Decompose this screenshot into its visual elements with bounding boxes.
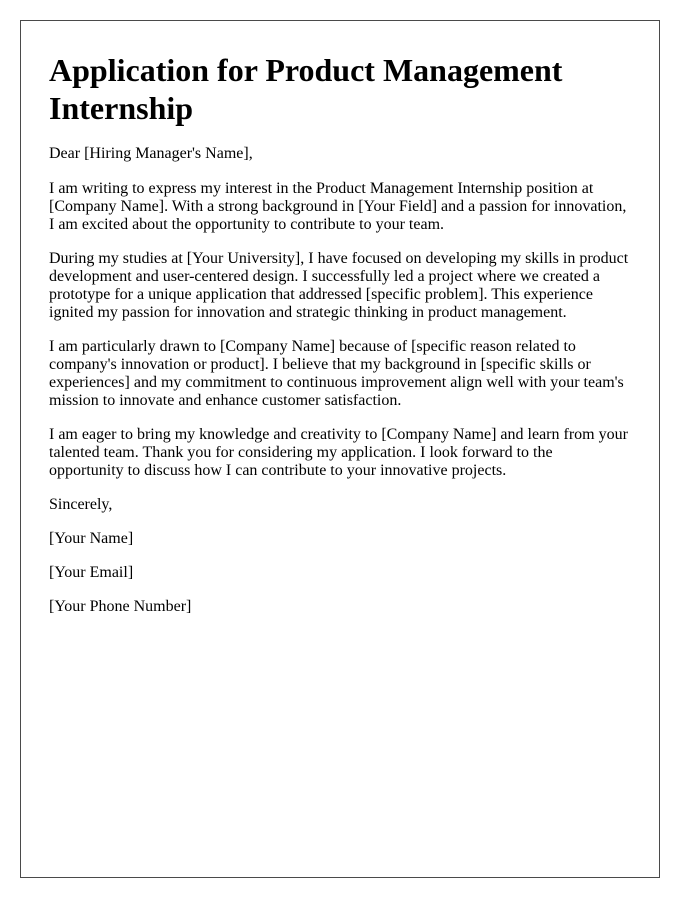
signature-name: [Your Name]: [49, 530, 134, 547]
letter-paragraph-studies: During my studies at [Your University], I have focused on developing my skills in product development and user-centered design. I successfully led a project where we created a prototype for a unique application that addressed [specific problem]. This experience ignited my passion for innovation and strategic thinking in product management.: [49, 250, 629, 321]
letter-greeting: Dear [Hiring Manager's Name],: [49, 145, 253, 162]
letter-paragraph-company: I am particularly drawn to [Company Name] because of [specific reason related to company's innovation or product]. I believe that my background in [specific skills or experiences] and my commitment to continuous improvement align well with your team's mission to innovate and enhance customer satisfaction.: [49, 338, 624, 409]
signature-email: [Your Email]: [49, 564, 134, 581]
letter-page: [20, 20, 660, 878]
letter-paragraph-intro: I am writing to express my interest in the Product Management Internship position at [Company Name]. With a strong background in [Your Field] and a passion for innovation, I am excited about the opportunity to contribute to your team.: [49, 180, 627, 233]
signature-phone: [Your Phone Number]: [49, 598, 192, 615]
letter-title: Application for Product Management Internship: [49, 52, 563, 126]
letter-sign-off: Sincerely,: [49, 496, 113, 513]
letter-paragraph-closing: I am eager to bring my knowledge and creativity to [Company Name] and learn from your talented team. Thank you for considering my application. I look forward to the opportunity to discuss how I can contribute to your innovative projects.: [49, 426, 628, 479]
